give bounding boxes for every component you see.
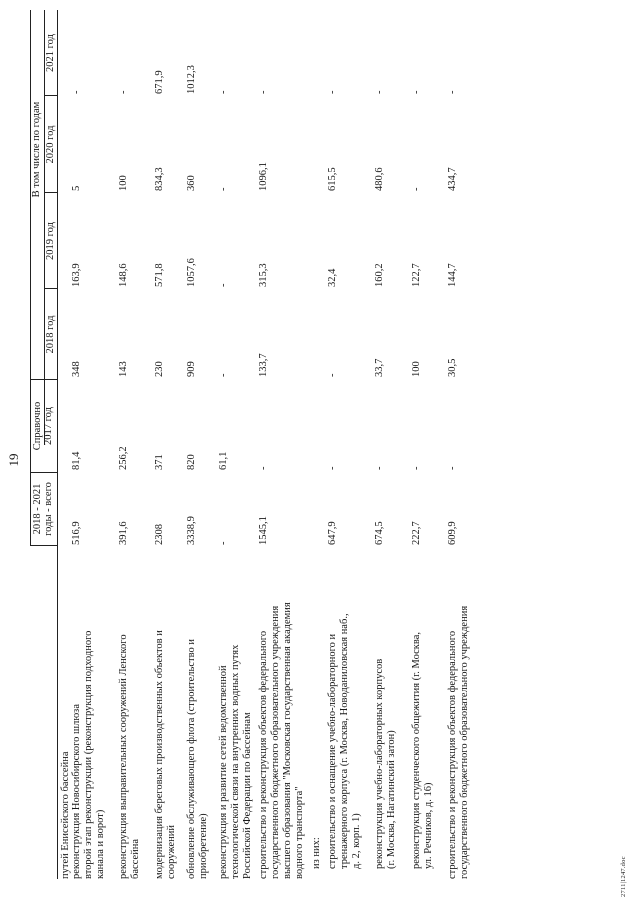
cell-2017: 371 [154,454,165,470]
row-label [258,549,306,879]
header-total [32,473,54,545]
cell-2020: - [218,187,229,191]
row-label-line: бассейна [130,838,141,879]
row-label-line: строительство и реконструкция объектов федерального [258,630,269,879]
cell-2017: - [374,466,385,470]
cell-2017: - [447,466,458,470]
row-label-line: Российской Федерации по бассейнам [242,712,253,879]
row-label [411,549,435,869]
row-label-line: канала и ворот) [95,809,106,879]
row-label [447,549,471,879]
cell-2020: 834,3 [154,167,165,191]
cell-2021: 671,9 [154,70,165,94]
cell-2019: 148,6 [118,263,129,287]
header-group: В том числе по годам [31,101,42,198]
row-label [327,549,363,869]
row-label-line: обновление обслуживающего флота (строительство и [186,639,197,879]
cell-2021: - [218,90,229,94]
cell-2017: - [327,466,338,470]
cell-total: 609,9 [447,521,458,545]
cell-2020: 5 [71,185,82,191]
cell-2019: 122,7 [411,263,422,287]
cell-2021: - [258,90,269,94]
cell-2021: - [71,90,82,94]
row-label-line: высшего образования "Московская государственная академия [282,602,293,879]
row-label-line: реконструкция учебно-лабораторных корпусов [374,658,385,869]
header-bottom-rule [57,10,58,879]
row-label-line: модернизация береговых производственных объектов и [154,630,165,879]
page-number: 19 [6,453,21,467]
cell-2021: - [447,90,458,94]
cell-2018: - [327,373,338,377]
cell-2021: - [118,90,129,94]
row-label [186,549,210,879]
row-label [154,549,178,879]
header-2021: 2021 год [45,34,56,72]
row-label-line: (г. Москва, Нагатинский затон) [386,730,397,869]
cell-2017: 820 [186,454,197,470]
cell-2019: 160,2 [374,263,385,287]
row-label [311,549,323,869]
cell-2021: - [374,90,385,94]
cell-2017: - [411,466,422,470]
cell-2020: 100 [118,175,129,191]
row-label-line: водного транспорта" [294,786,305,879]
row-label-line: приобретение) [198,813,209,879]
row-label-line: сооружений [166,824,177,879]
cell-2018: 143 [118,361,129,377]
cell-total: - [218,541,229,545]
row-label-line: реконструкция выправительных сооружений Ленского [118,634,129,879]
cell-2021: - [327,90,338,94]
cell-2017: 61,1 [218,451,229,470]
row-label-line: строительство и оснащение учебно-лабораторного и [327,633,338,869]
header-2019: 2019 год [45,222,56,260]
header-total-line2: годы - всего [43,482,54,536]
cell-2018: 100 [411,361,422,377]
cell-2019: - [218,283,229,287]
intro-line: путей Енисейского бассейна [60,751,71,879]
document-footer: 2711|1247.doc [620,856,627,897]
row-label-line: реконструкция и развитие сетей ведомственной [218,665,229,879]
cell-2017: - [258,466,269,470]
row-label [218,549,254,879]
row-label [374,549,398,869]
row-label-line: строительство и реконструкция объектов федерального [447,630,458,879]
row-label-line: из них: [311,837,322,869]
row-label-line: государственного бюджетного образовательного учреждения [459,605,470,879]
cell-total: 674,5 [374,521,385,545]
row-label-line: ул. Речников, д. 16) [423,782,434,869]
cell-2018: 348 [71,361,82,377]
cell-2019: 571,8 [154,263,165,287]
row-label-line: реконструкция Новосибирского шлюза [71,704,82,879]
cell-2018: 909 [186,361,197,377]
cell-2020: 480,6 [374,167,385,191]
cell-2020: 615,5 [327,167,338,191]
cell-2019: 163,9 [71,263,82,287]
cell-2018: 133,7 [258,353,269,377]
cell-2020: - [411,187,422,191]
cell-2019: 1057,6 [186,258,197,287]
header-ref-line1: Справочно [32,401,43,451]
header-2020: 2020 год [45,125,56,164]
row-label-line: реконструкция студенческого общежития (г. Москва, [411,632,422,869]
cell-total: 1545,1 [258,516,269,545]
header-divider [30,545,57,546]
cell-2020: 360 [186,175,197,191]
cell-2019: 144,7 [447,263,458,287]
cell-total: 222,7 [411,521,422,545]
row-label-line: технологической связи на внутренних водных путях [230,644,241,879]
header-reference [32,380,54,472]
cell-2021: - [411,90,422,94]
cell-2018: 230 [154,361,165,377]
row-label-line: второй этап реконструкции (реконструкция подходного [83,630,94,879]
row-label-line: государственного бюджетного образовательного учреждения [270,605,281,879]
header-ref-line2: 2017 год [43,407,54,445]
cell-2019: 32,4 [327,268,338,287]
cell-total: 516,9 [71,521,82,545]
cell-total: 2308 [154,524,165,545]
cell-2018: 30,5 [447,358,458,377]
row-label-line: тренажерного корпуса (г. Москва, Новоданиловская наб., [339,613,350,869]
cell-2017: 256,2 [118,446,129,470]
header-2018: 2018 год [45,315,56,354]
cell-2020: 1096,1 [258,162,269,191]
cell-2018: 33,7 [374,358,385,377]
cell-2018: - [218,373,229,377]
cell-total: 391,6 [118,521,129,545]
row-label [118,549,142,879]
cell-2021: 1012,3 [186,65,197,94]
cell-2020: 434,7 [447,167,458,191]
row-label [71,549,107,879]
row-label-line: д. 2, корп. 1) [351,813,362,869]
cell-total: 3338,9 [186,516,197,545]
header-total-line1: 2018 - 2021 [32,483,43,535]
cell-2017: 81,4 [71,451,82,470]
cell-2019: 315,3 [258,263,269,287]
cell-total: 647,9 [327,521,338,545]
